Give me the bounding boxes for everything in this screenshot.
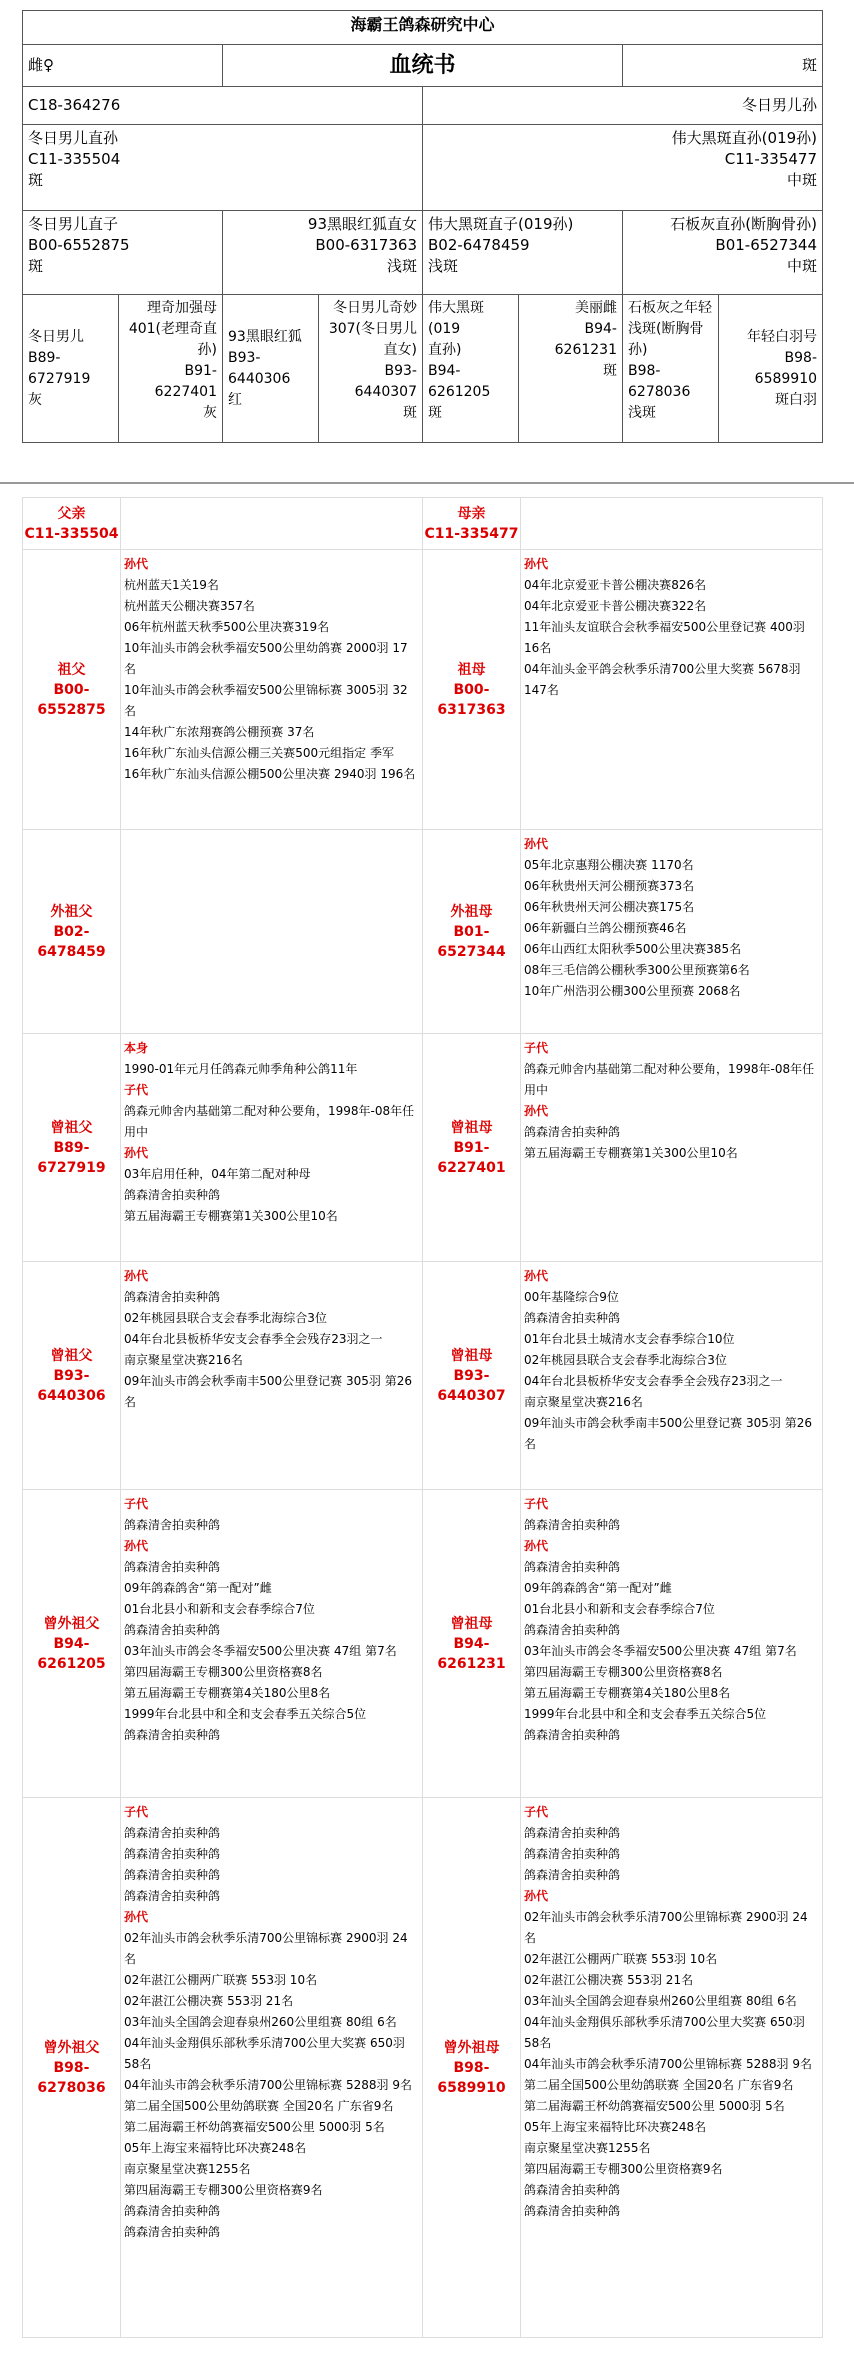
achievement-item: 杭州蓝天1关19名 — [124, 578, 219, 592]
achievement-item: 04年台北县板桥华安支会春季全会残存23羽之一 — [124, 1332, 383, 1346]
achievement-item: 01台北县小和新和支会春季综合7位 — [524, 1602, 715, 1616]
pedigree-color: 中斑 — [787, 171, 818, 189]
great-grandparent-cell — [223, 295, 319, 443]
ancestor-row — [23, 830, 823, 1034]
dam-cell — [423, 125, 823, 211]
section-label: 孙代 — [524, 1539, 549, 1553]
achievement-item: 04年台北县板桥华安支会春季全会残存23羽之一 — [524, 1374, 783, 1388]
pedigree-line: 灰 — [28, 391, 42, 408]
ancestor-ring: B00-6552875 — [37, 681, 106, 718]
ancestor-ring: B01-6527344 — [437, 923, 506, 960]
ancestor-achievements — [521, 550, 823, 830]
pedigree-line: 6261231 — [554, 342, 617, 358]
pedigree-line: 6440306 — [228, 370, 291, 387]
ancestor-achievements — [521, 1490, 823, 1798]
ancestor-achievements — [121, 830, 423, 1034]
pedigree-line: B91- — [184, 363, 217, 379]
achievement-item: 09年鸽森鸽舍“第一配对”雌 — [524, 1581, 672, 1595]
ancestor-label — [423, 498, 521, 550]
great-grandparent-cell — [319, 295, 423, 443]
ancestor-title: 曾祖母 — [450, 1615, 493, 1632]
ancestor-row — [23, 550, 823, 830]
achievement-item: 鸽森清舍拍卖种鸽 — [524, 1623, 621, 1637]
ancestor-ring: C11-335504 — [24, 526, 119, 542]
achievement-item: 鸽森清舍拍卖种鸽 — [124, 1623, 221, 1637]
achievement-item: 10年汕头市鸽会秋季福安500公里幼鸽赛 2000羽 17名 — [124, 641, 408, 676]
organization-name: 海霸王鸽森研究中心 — [23, 11, 823, 45]
great-grandparent-cell — [119, 295, 223, 443]
achievement-item: 第二届海霸王杯幼鸽赛福安500公里 5000羽 5名 — [524, 2099, 785, 2113]
achievement-item: 1990-01年元月任鸽森元帅季角种公鸽11年 — [124, 1062, 358, 1076]
achievement-item: 02年湛江公棚决赛 553羽 21名 — [524, 1973, 694, 1987]
achievement-item: 05年北京惠翔公棚决赛 1170名 — [524, 858, 694, 872]
subject-sex: 雌♀ — [23, 45, 223, 87]
achievement-item: 鸽森清舍拍卖种鸽 — [524, 1728, 621, 1742]
achievement-item: 鸽森清舍拍卖种鸽 — [124, 1188, 221, 1202]
grandparent-cell — [623, 211, 823, 295]
achievement-item: 鸽森清舍拍卖种鸽 — [524, 2183, 621, 2197]
pedigree-line: B93- — [384, 363, 417, 379]
achievement-item: 鸽森清舍拍卖种鸽 — [124, 2204, 221, 2218]
achievement-item: 02年桃园县联合支会春季北海综合3位 — [524, 1353, 727, 1367]
ancestor-achievements — [121, 1798, 423, 2338]
section-label: 子代 — [524, 1497, 549, 1511]
ancestor-title: 祖父 — [57, 661, 86, 678]
pedigree-line: 石板灰之年轻 — [628, 300, 712, 316]
pedigree-color: 斑 — [28, 171, 44, 189]
pedigree-color: 浅斑 — [428, 257, 459, 275]
ancestor-title: 曾外祖父 — [43, 1615, 100, 1632]
pedigree-line: B94- — [584, 321, 617, 337]
achievement-item: 04年汕头市鸽会秋季乐清700公里锦标赛 5288羽 9名 — [524, 2057, 812, 2071]
ancestor-achievements — [121, 498, 423, 550]
ancestor-label — [23, 1490, 121, 1798]
pedigree-line: 401(老理奇直 — [128, 321, 217, 337]
achievement-item: 南京聚星堂决赛216名 — [124, 1353, 243, 1367]
achievement-item: 01年台北县土城清水支会春季综合10位 — [524, 1332, 735, 1346]
ancestor-ring: B98-6589910 — [437, 2059, 506, 2096]
ancestor-achievements — [121, 1490, 423, 1798]
ancestor-achievements — [521, 1262, 823, 1490]
pedigree-line: 冬日男儿奇妙 — [333, 300, 417, 316]
achievement-item: 第二届海霸王杯幼鸽赛福安500公里 5000羽 5名 — [124, 2120, 385, 2134]
achievement-item: 08年三毛信鸽公棚秋季300公里预赛第6名 — [524, 963, 750, 977]
ancestor-label — [423, 1262, 521, 1490]
achievement-item: 第二届全国500公里幼鸽联赛 全国20名 广东省9名 — [124, 2099, 394, 2113]
ancestor-ring: B00-6317363 — [437, 681, 506, 718]
ancestor-ring: B93-6440306 — [37, 1367, 106, 1404]
document-title: 血统书 — [223, 45, 623, 87]
ancestor-label — [23, 1262, 121, 1490]
achievement-item: 03年汕头全国鸽会迎春泉州260公里组赛 80组 6名 — [124, 2015, 397, 2029]
pedigree-line: 6261205 — [428, 384, 491, 400]
achievement-item: 鸽森清舍拍卖种鸽 — [524, 1311, 621, 1325]
achievement-item: 南京聚星堂决赛216名 — [524, 1395, 643, 1409]
pedigree-ring: C11-335504 — [28, 150, 121, 168]
achievement-item: 02年汕头市鸽会秋季乐清700公里锦标赛 2900羽 24名 — [124, 1931, 408, 1966]
pedigree-line: 直女) — [383, 342, 417, 358]
achievement-item: 02年湛江公棚两广联赛 553羽 10名 — [524, 1952, 718, 1966]
ancestor-ring: B94-6261231 — [437, 1635, 506, 1672]
pedigree-line: 孙) — [628, 342, 648, 358]
achievement-item: 11年汕头友谊联合会秋季福安500公里登记赛 400羽 16名 — [524, 620, 805, 655]
pedigree-color: 中斑 — [787, 257, 818, 275]
subject-ring: C18-364276 — [23, 87, 423, 125]
achievement-item: 鸽森清舍拍卖种鸽 — [124, 1728, 221, 1742]
achievement-item: 05年上海宝来福特比环决赛248名 — [124, 2141, 307, 2155]
ancestor-title: 曾祖母 — [450, 1347, 493, 1364]
achievement-item: 09年汕头市鸽会秋季南丰500公里登记赛 305羽 第26名 — [124, 1374, 412, 1409]
section-label: 孙代 — [124, 1269, 149, 1283]
achievement-item: 04年汕头市鸽会秋季乐清700公里锦标赛 5288羽 9名 — [124, 2078, 412, 2092]
achievement-item: 04年汕头金翔俱乐部秋季乐清700公里大奖赛 650羽 58名 — [524, 2015, 805, 2050]
pedigree-line: B94- — [428, 363, 461, 379]
achievement-item: 05年上海宝来福特比环决赛248名 — [524, 2120, 707, 2134]
grandparent-cell — [23, 211, 223, 295]
achievement-item: 鸽森清舍拍卖种鸽 — [124, 1518, 221, 1532]
ancestor-title: 父亲 — [57, 506, 86, 522]
pedigree-line: 6727919 — [28, 370, 91, 387]
achievement-item: 南京聚星堂决赛1255名 — [524, 2141, 651, 2155]
achievement-item: 03年汕头全国鸽会迎春泉州260公里组赛 80组 6名 — [524, 1994, 797, 2008]
grandparent-cell — [423, 211, 623, 295]
great-grandparent-cell — [23, 295, 119, 443]
section-label: 孙代 — [124, 1910, 149, 1924]
achievement-item: 鸽森清舍拍卖种鸽 — [524, 1868, 621, 1882]
section-label: 孙代 — [524, 1104, 549, 1118]
achievement-item: 第四届海霸王专棚300公里资格赛9名 — [124, 2183, 323, 2197]
pedigree-line: 美丽雌 — [575, 300, 617, 316]
ancestor-row — [23, 1034, 823, 1262]
achievement-item: 03年启用任种，04年第二配对种母 — [124, 1167, 311, 1181]
ancestor-ring: B93-6440307 — [437, 1367, 506, 1404]
ancestor-achievements — [121, 1034, 423, 1262]
pedigree-name: 伟大黑斑直孙(019孙) — [671, 129, 818, 147]
achievement-item: 杭州蓝天公棚决赛357名 — [124, 599, 255, 613]
achievement-item: 06年新疆白兰鸽公棚预赛46名 — [524, 921, 687, 935]
pedigree-line: 6278036 — [628, 384, 691, 400]
achievement-item: 02年桃园县联合支会春季北海综合3位 — [124, 1311, 327, 1325]
achievement-item: 04年汕头金翔俱乐部秋季乐清700公里大奖赛 650羽 58名 — [124, 2036, 405, 2071]
pedigree-color: 斑 — [28, 257, 44, 275]
ancestor-label — [23, 830, 121, 1034]
pedigree-ring: C11-335477 — [724, 150, 818, 168]
achievement-item: 鸽森清舍拍卖种鸽 — [524, 1560, 621, 1574]
ancestor-achievements — [121, 1262, 423, 1490]
pedigree-name: 冬日男儿直子 — [28, 215, 119, 233]
ancestor-label — [23, 1034, 121, 1262]
ancestor-ring: B98-6278036 — [37, 2059, 106, 2096]
section-label: 孙代 — [124, 557, 149, 571]
achievement-item: 鸽森清舍拍卖种鸽 — [124, 2225, 221, 2239]
ancestor-title: 曾祖母 — [450, 1119, 493, 1136]
achievement-item: 16年秋广东汕头信源公棚三关赛500元组指定 季军 — [124, 746, 394, 760]
pedigree-line: 斑 — [428, 405, 442, 421]
ancestor-label — [423, 830, 521, 1034]
ancestor-label — [23, 498, 121, 550]
pedigree-line: 伟大黑斑(019 — [428, 300, 484, 337]
great-grandparent-cell — [519, 295, 623, 443]
achievement-item: 南京聚星堂决赛1255名 — [124, 2162, 251, 2176]
achievement-item: 01台北县小和新和支会春季综合7位 — [124, 1602, 315, 1616]
pedigree-line: 93黑眼红狐 — [228, 328, 302, 345]
pedigree-line: 6227401 — [154, 384, 217, 400]
ancestor-achievements — [521, 830, 823, 1034]
achievement-item: 鸽森清舍拍卖种鸽 — [524, 1847, 621, 1861]
pedigree-name: 伟大黑斑直子(019孙) — [428, 215, 574, 233]
ancestor-label — [423, 550, 521, 830]
pedigree-line: 307(冬日男儿 — [328, 321, 417, 337]
achievement-item: 02年汕头市鸽会秋季乐清700公里锦标赛 2900羽 24名 — [524, 1910, 808, 1945]
pedigree-chart — [22, 10, 823, 443]
section-label: 孙代 — [524, 1889, 549, 1903]
achievement-item: 06年秋贵州天河公棚预赛373名 — [524, 879, 695, 893]
ancestor-records-body — [23, 498, 823, 2338]
ancestor-title: 外祖母 — [450, 903, 493, 920]
pedigree-name: 冬日男儿直孙 — [28, 129, 119, 147]
great-grandparent-cell — [623, 295, 719, 443]
pedigree-line: 冬日男儿 — [28, 328, 84, 345]
section-label: 子代 — [124, 1083, 149, 1097]
pedigree-name: 93黑眼红狐直女 — [307, 215, 417, 233]
section-divider — [0, 482, 854, 484]
pedigree-line: B89- — [28, 349, 61, 366]
pedigree-line: 直孙) — [428, 342, 462, 358]
ancestor-title: 曾外祖母 — [443, 2039, 500, 2056]
pedigree-line: 孙) — [197, 342, 217, 358]
section-label: 本身 — [124, 1041, 149, 1055]
pedigree-line: 年轻白羽号 — [747, 328, 818, 345]
achievement-item: 10年广州浩羽公棚300公里预赛 2068名 — [524, 984, 741, 998]
section-label: 孙代 — [124, 1146, 149, 1160]
ancestor-achievements — [121, 550, 423, 830]
ancestor-achievements — [521, 498, 823, 550]
achievement-item: 第五届海霸王专棚赛第4关180公里8名 — [124, 1686, 331, 1700]
achievement-item: 09年鸽森鸽舍“第一配对”雌 — [124, 1581, 272, 1595]
pedigree-line: 理奇加强母 — [147, 300, 217, 316]
section-label: 孙代 — [524, 837, 549, 851]
pedigree-line: B98- — [628, 363, 661, 379]
achievement-item: 鸽森清舍拍卖种鸽 — [124, 1847, 221, 1861]
section-label: 子代 — [524, 1041, 549, 1055]
ancestor-row — [23, 1490, 823, 1798]
ancestor-label — [423, 1490, 521, 1798]
achievement-item: 第五届海霸王专棚赛第1关300公里10名 — [124, 1209, 338, 1223]
pedigree-line: 浅斑 — [628, 405, 656, 421]
achievement-item: 09年汕头市鸽会秋季南丰500公里登记赛 305羽 第26名 — [524, 1416, 812, 1451]
achievement-item: 鸽森清舍拍卖种鸽 — [124, 1560, 221, 1574]
section-label: 孙代 — [524, 557, 549, 571]
section-label: 子代 — [124, 1497, 149, 1511]
ancestor-title: 曾祖父 — [50, 1119, 93, 1136]
achievement-item: 1999年台北县中和全和支会春季五关综合5位 — [524, 1707, 767, 1721]
achievement-item: 04年北京爱亚卡普公棚决赛826名 — [524, 578, 707, 592]
ancestor-ring: B91-6227401 — [437, 1139, 506, 1176]
ancestor-title: 曾外祖父 — [43, 2039, 100, 2056]
section-label: 孙代 — [124, 1539, 149, 1553]
ancestor-title: 曾祖父 — [50, 1347, 93, 1364]
pedigree-line: 灰 — [203, 405, 217, 421]
pedigree-line: 6440307 — [354, 384, 417, 400]
pedigree-line: 浅斑(断胸骨 — [628, 321, 704, 337]
pedigree-ring: B00-6552875 — [28, 236, 130, 254]
ancestor-row — [23, 1798, 823, 2338]
pedigree-line: 斑白羽 — [775, 391, 818, 408]
achievement-item: 鸽森清舍拍卖种鸽 — [524, 1518, 621, 1532]
achievement-item: 鸽森清舍拍卖种鸽 — [524, 1125, 621, 1139]
ancestor-label — [423, 1798, 521, 2338]
section-label: 子代 — [524, 1805, 549, 1819]
achievement-item: 02年湛江公棚两广联赛 553羽 10名 — [124, 1973, 318, 1987]
ancestor-label — [23, 550, 121, 830]
achievement-item: 04年汕头金平鸽会秋季乐清700公里大奖赛 5678羽 147名 — [524, 662, 801, 697]
ancestor-title: 母亲 — [457, 506, 486, 522]
ancestor-ring: B89-6727919 — [37, 1139, 106, 1176]
achievement-item: 02年湛江公棚决赛 553羽 21名 — [124, 1994, 294, 2008]
achievement-item: 鸽森清舍拍卖种鸽 — [124, 1868, 221, 1882]
achievement-item: 鸽森清舍拍卖种鸽 — [524, 2204, 621, 2218]
achievement-item: 14年秋广东浓翔赛鸽公棚预赛 37名 — [124, 725, 315, 739]
achievement-item: 鸽森清舍拍卖种鸽 — [124, 1290, 221, 1304]
achievement-item: 鸽森元帅舍内基础第二配对种公要角，1998年-08年任用中 — [124, 1104, 415, 1139]
ancestor-achievements — [521, 1798, 823, 2338]
pedigree-ring: B02-6478459 — [428, 236, 530, 254]
pedigree-name: 石板灰直孙(断胸骨孙) — [670, 215, 818, 233]
ancestor-ring: B94-6261205 — [37, 1635, 106, 1672]
sire-cell — [23, 125, 423, 211]
achievement-item: 第四届海霸王专棚300公里资格赛8名 — [124, 1665, 323, 1679]
achievement-item: 1999年台北县中和全和支会春季五关综合5位 — [124, 1707, 367, 1721]
ancestor-title: 外祖父 — [50, 903, 93, 920]
pedigree-ring: B01-6527344 — [715, 236, 818, 254]
achievement-item: 第四届海霸王专棚300公里资格赛8名 — [524, 1665, 723, 1679]
ancestor-title: 祖母 — [457, 661, 486, 678]
section-label: 孙代 — [524, 1269, 549, 1283]
subject-name: 冬日男儿孙 — [423, 87, 823, 125]
pedigree-line: B98-6589910 — [754, 349, 818, 387]
achievement-item: 04年北京爱亚卡普公棚决赛322名 — [524, 599, 707, 613]
achievement-item: 06年秋贵州天河公棚决赛175名 — [524, 900, 695, 914]
achievement-item: 03年汕头市鸽会冬季福安500公里决赛 47组 第7名 — [124, 1644, 397, 1658]
great-grandparent-cell — [423, 295, 519, 443]
pedigree-line: 斑 — [603, 363, 617, 379]
achievement-item: 00年基隆综合9位 — [524, 1290, 619, 1304]
achievement-item: 第五届海霸王专棚赛第1关300公里10名 — [524, 1146, 738, 1160]
pedigree-color: 浅斑 — [386, 257, 417, 275]
pedigree-ring: B00-6317363 — [315, 236, 417, 254]
achievement-item: 鸽森清舍拍卖种鸽 — [124, 1889, 221, 1903]
achievement-item: 03年汕头市鸽会冬季福安500公里决赛 47组 第7名 — [524, 1644, 797, 1658]
pedigree-line: 红 — [228, 391, 242, 408]
achievement-item: 06年杭州蓝天秋季500公里决赛319名 — [124, 620, 330, 634]
achievement-item: 第二届全国500公里幼鸽联赛 全国20名 广东省9名 — [524, 2078, 794, 2092]
ancestor-records — [22, 497, 823, 2338]
subject-color: 斑 — [623, 45, 823, 87]
achievement-item: 鸽森清舍拍卖种鸽 — [124, 1826, 221, 1840]
ancestor-ring: C11-335477 — [424, 526, 519, 542]
ancestor-label — [423, 1034, 521, 1262]
ancestor-row — [23, 1262, 823, 1490]
achievement-item: 16年秋广东汕头信源公棚500公里决赛 2940羽 196名 — [124, 767, 416, 781]
ancestor-row — [23, 498, 823, 550]
ancestor-achievements — [521, 1034, 823, 1262]
achievement-item: 06年山西红太阳秋季500公里决赛385名 — [524, 942, 742, 956]
achievement-item: 第四届海霸王专棚300公里资格赛9名 — [524, 2162, 723, 2176]
pedigree-line: B93- — [228, 349, 261, 366]
ancestor-label — [23, 1798, 121, 2338]
achievement-item: 第五届海霸王专棚赛第4关180公里8名 — [524, 1686, 731, 1700]
grandparent-cell — [223, 211, 423, 295]
ancestor-ring: B02-6478459 — [37, 923, 106, 960]
achievement-item: 鸽森清舍拍卖种鸽 — [524, 1826, 621, 1840]
pedigree-line: 斑 — [403, 405, 417, 421]
great-grandparent-cell — [719, 295, 823, 443]
achievement-item: 鸽森元帅舍内基础第二配对种公要角，1998年-08年任用中 — [524, 1062, 815, 1097]
section-label: 子代 — [124, 1805, 149, 1819]
achievement-item: 10年汕头市鸽会秋季福安500公里锦标赛 3005羽 32名 — [124, 683, 408, 718]
